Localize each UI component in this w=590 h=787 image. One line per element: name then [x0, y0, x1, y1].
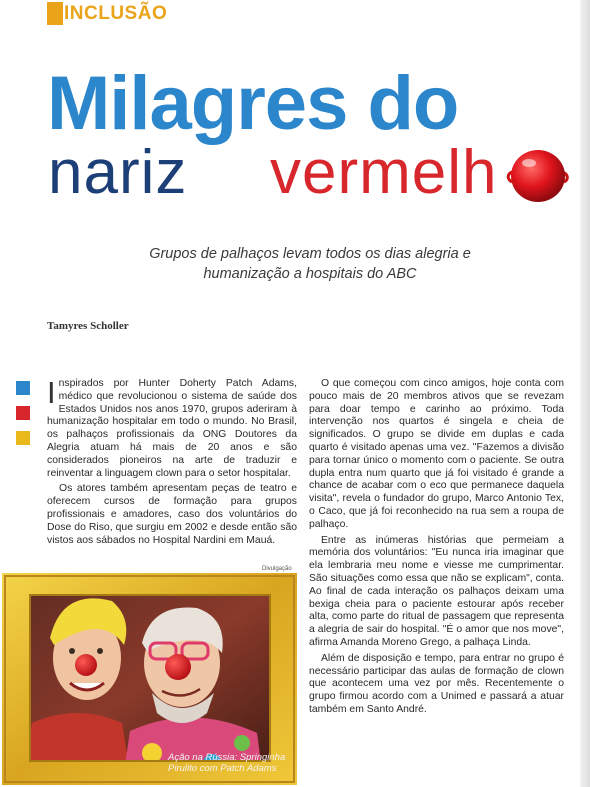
- photo-caption: Ação na Rússia: Springinha Pirulito com Patch Adams: [168, 752, 286, 774]
- paragraph-text: nspirados por Hunter Doherty Patch Adams, médico que revolucionou o sistema de saúde dos Estados Unidos nos anos 1970, grupos aderiram à humanização hospitalar em todo o mundo. No Brasil, os palhaços profissionais da ONG Doutores da Alegria atuam há mais de 20 anos e são considerados pioneiros na arte de traduzir e reinventar a linguagem clown para o setor hospitalar.: [47, 378, 297, 479]
- paragraph: O que começou com cinco amigos, hoje conta com pouco mais de 20 membros ativos que se revezam para doar tempo e carinho ao próximo. Toda intervenção nos quartos é singela e cheia de significados. O grupo se divide em duplas e cada quarto é visitado apenas uma vez. "Fazemos a divisão para tornar único o momento com o paciente. Se outra dupla entra num quarto que já foi visitado é grande a chance de acabar com o eco que permanece daquela visita", revela o fundador do grupo, Marco Antonio Tex, o Caco, que já foi reconhecido na rua sem a roupa de palhaço.: [309, 378, 564, 530]
- paragraph: Entre as inúmeras histórias que permeiam a memória dos voluntários: "Eu nunca iria imaginar que ela lembraria meu nome e viesse me cumprimentar. São situações como essa que não se explicam", conta. Ao final de cada interação os palhaços deixam uma bexiga cheia para o paciente estourar após receber alta, como parte do ritual de passagem que representa a alegria de sair do hospital. "É o amor que nos move", afirma Amanda Moreno Grego, a palhaça Linda.: [309, 534, 564, 648]
- paragraph: [47, 375, 297, 480]
- headline-line-2-part-1: nariz: [48, 138, 188, 207]
- page-edge: [580, 0, 590, 787]
- red-marker-square: [16, 406, 30, 420]
- article-column-left: [47, 375, 297, 550]
- headline-line-1: Milagres do: [47, 61, 459, 146]
- section-label: INCLUSÃO: [64, 3, 168, 24]
- clown-nose-icon: [498, 138, 580, 208]
- subtitle: Grupos de palhaços levam todos os dias alegria e humanização a hospitais do ABC: [149, 246, 471, 282]
- photo-credit: Divulgação: [262, 566, 292, 572]
- yellow-marker-square: [16, 431, 30, 445]
- drop-cap: I: [47, 375, 56, 410]
- section-color-block: [47, 2, 63, 25]
- paragraph: Os atores também apresentam peças de teatro e oferecem cursos de formação para grupos profissionais e amadores, caso dos voluntários do Dose do Riso, que surgiu em 2002 e desde então são vistos aos sábados no Hospital Nardini em Mauá.: [47, 483, 297, 546]
- author-byline: Tamyres Scholler: [47, 320, 129, 332]
- blue-marker-square: [16, 381, 30, 395]
- paragraph: Além de disposição e tempo, para entrar no grupo é necessário participar das aulas de formação de clown que acontecem uma vez por mês. Recentemente o grupo firmou acordo com a Unimed e passará a atuar também em Santo André.: [309, 652, 564, 715]
- article-column-right: [309, 378, 564, 720]
- headline-line-2-part-2: vermelh: [270, 138, 498, 207]
